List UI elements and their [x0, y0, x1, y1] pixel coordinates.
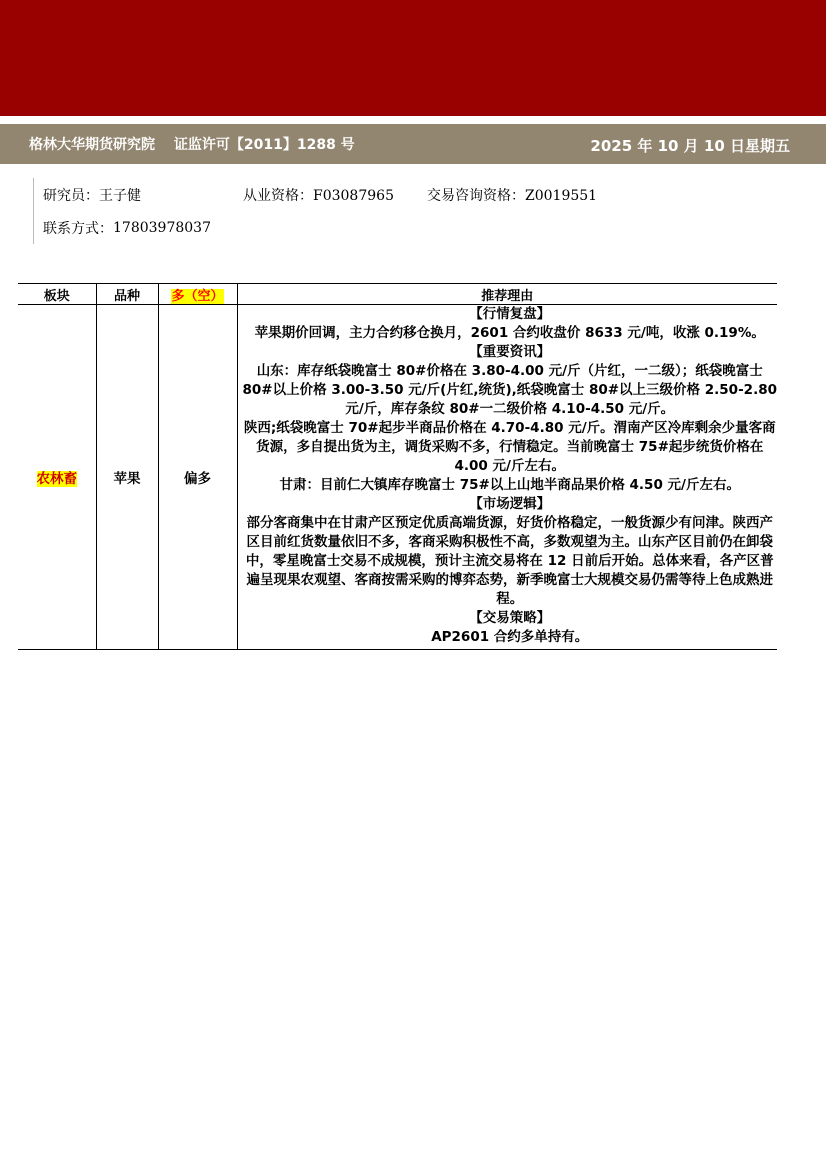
table-row [18, 305, 777, 650]
analyst-line-2 [33, 211, 633, 244]
qualification-field [243, 185, 427, 205]
recommendation-table [18, 283, 777, 650]
institute-name: 格林大华期货研究院 [29, 137, 155, 153]
qualification-id: F03087965 [313, 187, 394, 204]
news-shandong: 山东：库存纸袋晚富士 80#价格在 3.80-4.00 元/斤（片红，一二级）；纸袋晚富士 80#以上价格 3.00-3.50 元/斤(片红,统货),纸袋晚富士 80#以上三级价格 2.50-2.80 元/斤，库存条纹 80#一二级价格 4.10-4.50 元/斤。 [242, 363, 777, 417]
license-number: 证监许可【2011】1288 号 [173, 137, 355, 153]
sector-cell [18, 305, 96, 650]
variety-cell: 苹果 [96, 305, 158, 650]
col-header-reason: 推荐理由 [237, 284, 777, 305]
contact-label: 联系方式： [43, 220, 113, 237]
direction-cell: 偏多 [158, 305, 237, 650]
section-heading-news: 【重要资讯】 [469, 344, 551, 360]
analyst-info [33, 178, 633, 244]
logic-text: 部分客商集中在甘肃产区预定优质高端货源，好货价格稳定，一般货源少有问津。陕西产区目前红货数量依旧不多，客商采购积极性不高，多数观望为主。山东产区目前仍在卸袋中，零星晚富士交易不成规模，预计主流交易将在 12 日前后开始。总体来看，各产区普遍呈现果农观望、客商按需采购的博弈态势，新季晚富士大规模交易仍需等待上色成熟进程。 [245, 515, 774, 607]
reason-cell [237, 305, 777, 650]
report-header-bar [0, 124, 826, 164]
consult-field [427, 185, 597, 205]
news-shaanxi: 陕西;纸袋晚富士 70#起步半商品价格在 4.70-4.80 元/斤。渭南产区冷库剩余少量客商货源，多自提出货为主，调货采购不多，行情稳定。当前晚富士 75#起步统货价格在 4.00 元/斤左右。 [243, 420, 776, 474]
report-date: 2025 年 10 月 10 日星期五 [590, 137, 790, 155]
contact-phone: 17803978037 [113, 219, 211, 236]
section-heading-logic: 【市场逻辑】 [469, 496, 551, 512]
col-header-sector: 板块 [18, 284, 96, 305]
col-header-direction [158, 284, 237, 305]
col-header-variety: 品种 [96, 284, 158, 305]
review-text: 苹果期价回调，主力合约移仓换月，2601 合约收盘价 8633 元/吨，收涨 0.19%。 [254, 325, 765, 341]
researcher-label: 研究员： [43, 187, 99, 204]
table-header-row [18, 284, 777, 305]
sector-label: 农林畜 [36, 471, 77, 487]
researcher-field [43, 185, 243, 205]
top-banner [0, 0, 826, 116]
strategy-text: AP2601 合约多单持有。 [431, 629, 589, 645]
header-left [29, 134, 355, 154]
consult-id: Z0019551 [525, 187, 598, 204]
section-heading-review: 【行情复盘】 [469, 306, 551, 322]
section-heading-strategy: 【交易策略】 [469, 610, 551, 626]
banner-gap [0, 116, 826, 124]
consult-label: 交易咨询资格： [427, 187, 525, 204]
qualification-label: 从业资格： [243, 187, 313, 204]
direction-header-label: 多（空） [171, 288, 224, 304]
news-gansu: 甘肃：目前仁大镇库存晚富士 75#以上山地半商品果价格 4.50 元/斤左右。 [279, 477, 740, 493]
researcher-name: 王子健 [99, 187, 141, 204]
analyst-line-1 [33, 178, 633, 211]
